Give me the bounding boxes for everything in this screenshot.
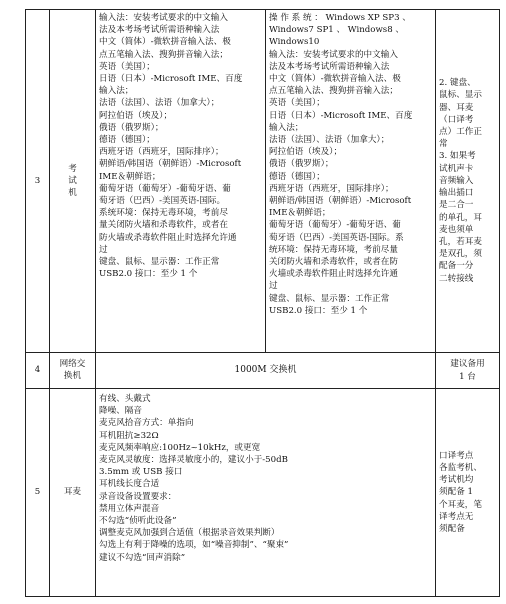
text-line: 考试机均 xyxy=(439,475,474,486)
text-line: 键盘、鼠标、显示器：工作正常 xyxy=(99,257,220,268)
text-line: 西班牙语（西班牙，国际排序）； xyxy=(99,147,224,158)
text-line: 不勾选“侦听此设备” xyxy=(99,516,177,527)
row-number-text: 3 xyxy=(34,175,41,186)
text-line: 个耳麦，笔 xyxy=(439,499,482,510)
spec-cell-a xyxy=(96,10,266,353)
text-line: 各监考机、 xyxy=(439,462,482,473)
text-line: （口译考 xyxy=(439,114,474,125)
text-line: 的单孔，耳 xyxy=(439,212,482,223)
text-line: 日语（日本）-Microsoft IME、百度 xyxy=(269,110,413,121)
text-line: 点）工作正 xyxy=(439,127,482,138)
row-number xyxy=(26,353,50,389)
table-row xyxy=(26,389,500,597)
item-name: 网络交换机 xyxy=(59,359,86,382)
text-line: 输入法：安装考试要求的中文输入 xyxy=(269,49,398,60)
text-line: 建议不勾选“回声消除” xyxy=(99,552,186,563)
text-line: 调整麦克风加强到合适值（根据录音效果判断） xyxy=(99,528,280,539)
spec-cell-b xyxy=(266,10,436,353)
text-line: 葡萄牙语（葡萄牙）-葡萄牙语、葡 xyxy=(99,183,231,194)
spec-cell xyxy=(96,353,436,389)
text-line: 统环境：保持无毒环境，考前尽量 xyxy=(269,244,398,255)
text-line: USB2.0 接口：至少 1 个 xyxy=(269,305,368,316)
text-line: 点五笔输入法、搜狗拼音输入法； xyxy=(99,49,228,60)
item-name-cell xyxy=(50,389,96,597)
item-name-cell xyxy=(50,10,96,353)
note-cell xyxy=(436,353,500,389)
text-line: 译考点无 xyxy=(439,511,474,522)
text-line: 鼠标、显示 xyxy=(439,90,482,101)
text-line: IME＆朝鲜语； xyxy=(99,171,161,182)
text-line: 孔，若耳麦 xyxy=(439,236,482,247)
text-line: 阿拉伯语（埃及）； xyxy=(99,110,173,121)
text-line: 系统环境：保持无毒环境，考前尽 xyxy=(99,208,228,219)
text-line: 法及本考场考试所需语种输入法 xyxy=(99,25,220,36)
item-name: 耳麦 xyxy=(63,487,82,498)
text-line: 火墙或杀毒软件阻止时选择允许通 xyxy=(269,269,398,280)
text-line: 法及本考场考试所需语种输入法 xyxy=(269,61,390,72)
item-name: 考试机 xyxy=(68,163,77,198)
text-line: 须配备 xyxy=(439,524,465,534)
text-line: 1 台 xyxy=(459,371,476,382)
text-line: 西班牙语（西班牙，国际排序）； xyxy=(269,183,394,194)
text-line: 朝鲜语/韩国语（朝鲜语）-Microsoft xyxy=(269,196,412,207)
item-name-cell xyxy=(50,353,96,389)
text-line: 麦克风拾音方式：单指向 xyxy=(99,418,194,429)
text-line: 3.5mm 或 USB 接口 xyxy=(99,467,183,478)
text-line: 英语（美国）； xyxy=(269,98,325,109)
text-line: 2. 键盘、 xyxy=(439,78,476,89)
text-line: 日语（日本）-Microsoft IME、百度 xyxy=(99,74,243,85)
text-line: 须配备 1 xyxy=(439,487,473,498)
text-line: 点五笔输入法、搜狗拼音输入法； xyxy=(269,86,398,97)
spec-text: 1000M 交换机 xyxy=(234,365,297,376)
text-line: 配备一分 xyxy=(439,261,474,272)
text-line: 耳机阻抗≥32Ω xyxy=(99,430,159,441)
text-line: Windows10 xyxy=(269,37,320,48)
text-line: 葡萄牙语（葡萄牙）-葡萄牙语、葡 xyxy=(269,220,401,231)
text-line: 麦也须单 xyxy=(439,224,474,235)
text-line: 朝鲜语/韩国语（朝鲜语）-Microsoft xyxy=(99,159,242,170)
table-row xyxy=(26,353,500,389)
text-line: 常 xyxy=(439,139,448,150)
text-line: 防火墙或杀毒软件阻止时选择允许通 xyxy=(99,232,237,243)
text-line: 法语（法国）、法语（加拿大）； xyxy=(99,98,220,109)
row-number xyxy=(26,10,50,353)
text-line: 德语（德国）； xyxy=(99,135,155,146)
text-line: Windows7 SP1 、 Windows8 、 xyxy=(269,25,404,36)
requirements-table xyxy=(25,9,500,597)
text-line: 建议备用 xyxy=(450,359,485,370)
text-line: 输入法； xyxy=(269,122,304,133)
spec-cell xyxy=(96,389,436,597)
text-line: 俄语（俄罗斯）； xyxy=(269,159,334,170)
text-line: 口译考点 xyxy=(439,450,474,461)
text-line: 德语（德国）； xyxy=(269,171,325,182)
text-line: USB2.0 接口：至少 1 个 xyxy=(99,269,198,280)
text-line: 输出插口 xyxy=(439,188,474,199)
table-row xyxy=(26,10,500,353)
text-line: 3. 如果考 xyxy=(439,151,476,162)
row-number xyxy=(26,389,50,597)
text-line: 禁用立体声混音 xyxy=(99,503,160,514)
text-line: 英语（美国）； xyxy=(99,61,155,72)
text-line: 有线、头戴式 xyxy=(99,394,151,404)
text-line: 试机声卡 xyxy=(439,163,474,174)
text-line: 中文（简体）-微软拼音输入法、极 xyxy=(99,37,231,48)
text-line: 量关闭防火墙和杀毒软件，或者在 xyxy=(99,220,228,231)
text-line: 器、耳麦 xyxy=(439,102,474,113)
text-line: 输入法：安装考试要求的中文输入 xyxy=(99,13,228,23)
text-line: 是双孔，须 xyxy=(439,249,482,260)
text-line: 音频输入 xyxy=(439,175,474,186)
text-line: 二转接线 xyxy=(439,273,474,284)
text-line: 关闭防火墙和杀毒软件，或者在防 xyxy=(269,257,398,268)
text-line: 勾选上有利于降噪的选项，如“噪音抑制”、“聚束” xyxy=(99,540,289,551)
text-line: IME＆朝鲜语； xyxy=(269,208,331,219)
text-line: 降噪、隔音 xyxy=(99,406,142,417)
text-line: 是二合一 xyxy=(439,200,474,211)
note-cell xyxy=(436,389,500,597)
text-line: 法语（法国）、法语（加拿大）； xyxy=(269,135,390,146)
row-number-text: 5 xyxy=(34,487,41,498)
text-line: 录音设备设置要求： xyxy=(99,491,177,502)
text-line: 键盘、鼠标、显示器：工作正常 xyxy=(269,293,390,304)
text-line: 俄语（俄罗斯）； xyxy=(99,122,164,133)
text-line: 输入法； xyxy=(99,86,134,97)
text-line: 操 作 系 统 ： Windows XP SP3 、 xyxy=(269,13,411,23)
text-line: 麦克风频率响应:100Hz~10kHz，或更宽 xyxy=(99,442,261,453)
text-line: 阿拉伯语（埃及）； xyxy=(269,147,343,158)
note-cell xyxy=(436,10,500,353)
text-line: 萄牙语（巴西）-美国英语-国际。系 xyxy=(269,232,404,243)
text-line: 中文（简体）-微软拼音输入法、极 xyxy=(269,74,401,85)
text-line: 过 xyxy=(99,244,108,255)
text-line: 萄牙语（巴西）-美国英语-国际。 xyxy=(99,196,226,207)
row-number-text: 4 xyxy=(34,365,41,376)
text-line: 麦克风灵敏度：选择灵敏度小的，建议小于-50dB xyxy=(99,455,288,466)
text-line: 耳机线长度合适 xyxy=(99,479,160,490)
text-line: 过 xyxy=(269,281,278,292)
